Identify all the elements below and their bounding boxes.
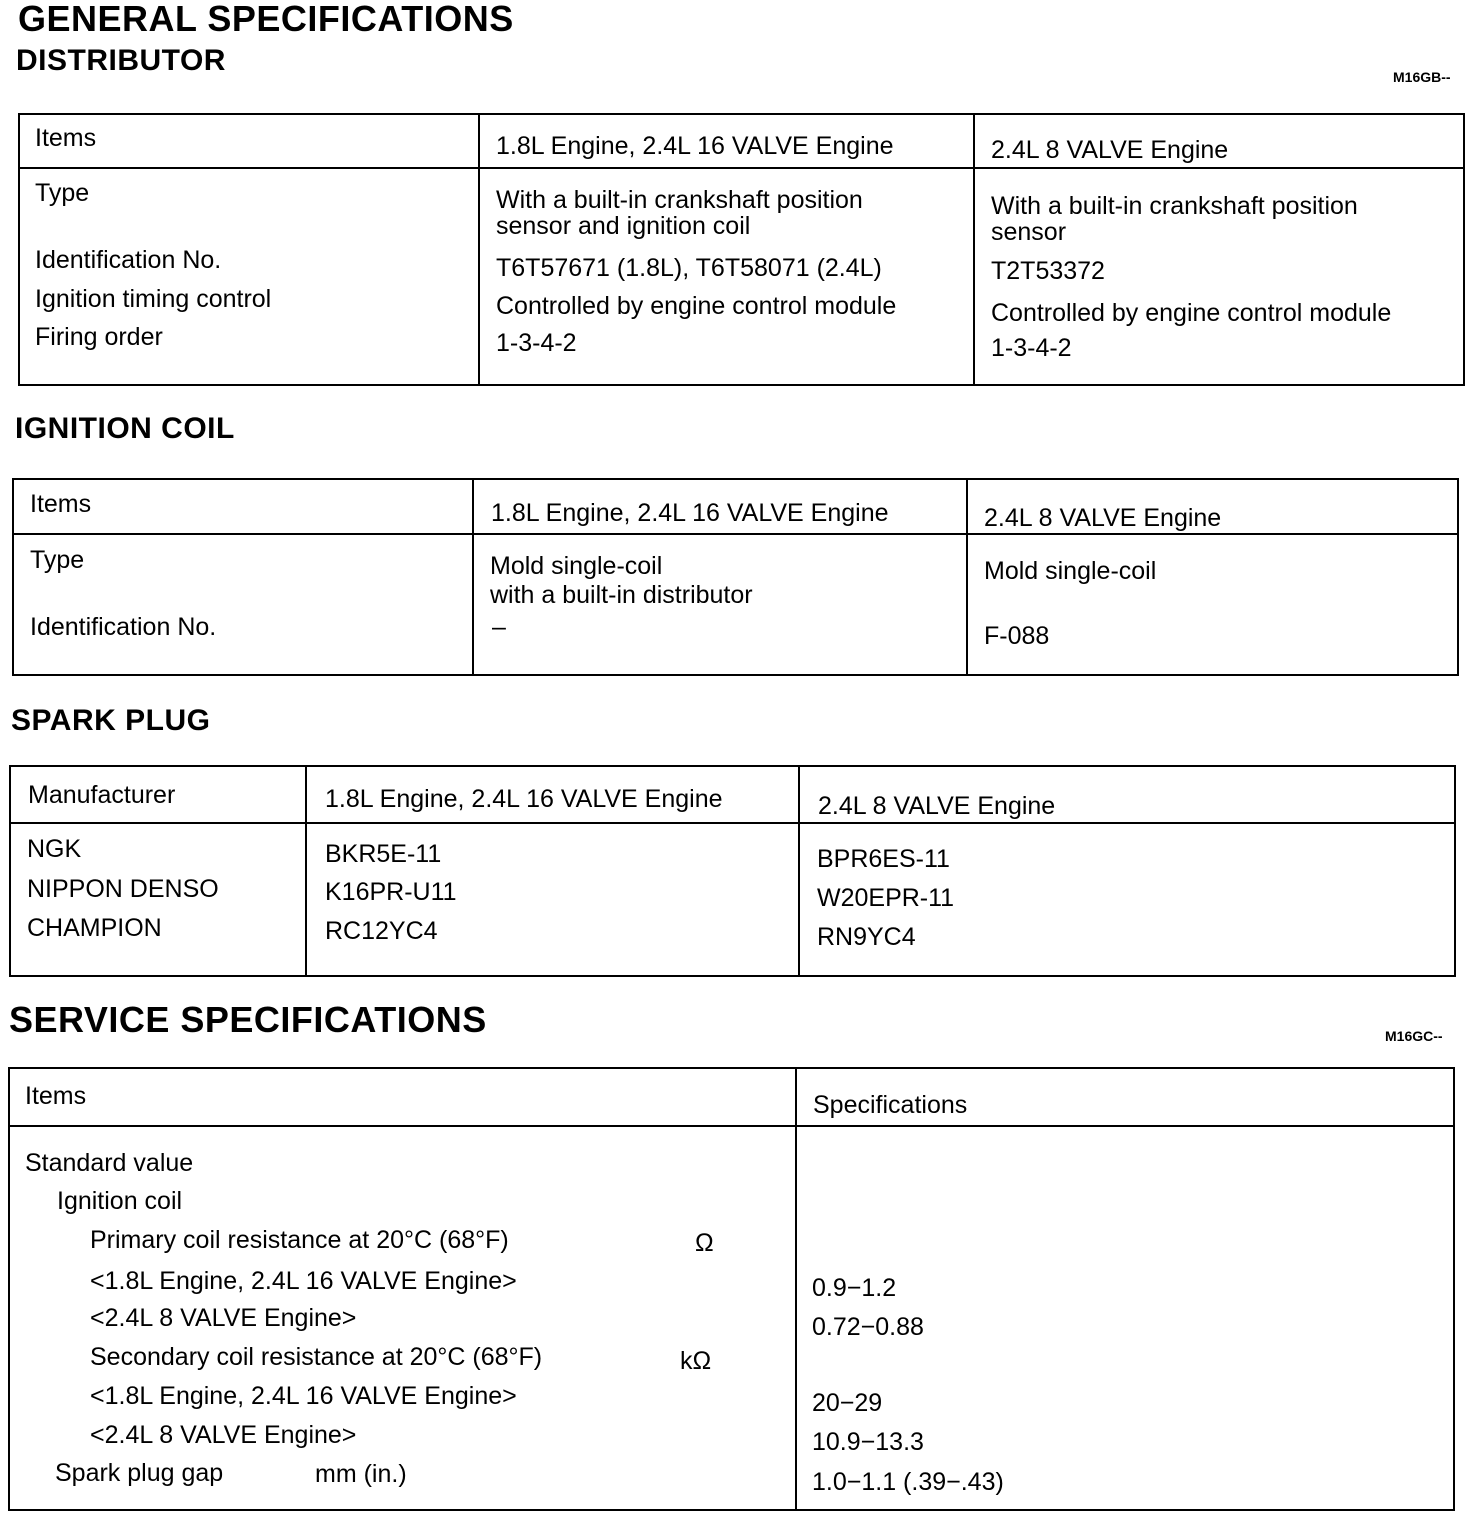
service-primary-label: Primary coil resistance at 20°C (68°F): [90, 1226, 509, 1254]
ignition-coil-table: [12, 478, 1459, 676]
general-specifications-title: GENERAL SPECIFICATIONS: [18, 0, 514, 39]
spark-plug-row-denso-col2: W20EPR-11: [817, 884, 955, 912]
spark-plug-table: [9, 765, 1456, 977]
ignition-coil-row-type-item: Type: [30, 546, 85, 574]
service-secondary-b-value: 10.9−13.3: [812, 1428, 924, 1456]
distributor-row-timing-col1: Controlled by engine control module: [496, 292, 897, 320]
spark-plug-header-col2: 2.4L 8 VALVE Engine: [818, 792, 1056, 820]
ignition-coil-row-type-col1: Mold single-coil with a built-in distributor: [490, 552, 753, 609]
spark-plug-header-col1: 1.8L Engine, 2.4L 16 VALVE Engine: [325, 785, 723, 813]
service-header-items: Items: [25, 1082, 87, 1110]
service-header-specifications: Specifications: [813, 1091, 968, 1119]
distributor-header-col2: 2.4L 8 VALVE Engine: [991, 136, 1229, 164]
spark-plug-row-denso-item: NIPPON DENSO: [27, 875, 219, 903]
distributor-row-type-col2: With a built-in crankshaft position sensor: [991, 192, 1358, 246]
service-primary-unit: Ω: [695, 1229, 714, 1257]
service-secondary-a-value: 20−29: [812, 1389, 883, 1417]
spark-plug-title: SPARK PLUG: [11, 704, 211, 737]
ignition-coil-header-col1: 1.8L Engine, 2.4L 16 VALVE Engine: [491, 499, 889, 527]
spark-plug-row-champion-col1: RC12YC4: [325, 917, 438, 945]
service-specifications-title: SERVICE SPECIFICATIONS: [9, 999, 487, 1040]
service-secondary-a-label: <1.8L Engine, 2.4L 16 VALVE Engine>: [90, 1382, 517, 1410]
service-code: M16GC--: [1385, 1028, 1443, 1044]
service-gap-unit: mm (in.): [315, 1460, 407, 1488]
distributor-row-firing-col1: 1-3-4-2: [496, 329, 577, 357]
distributor-row-id-col2: T2T53372: [991, 257, 1105, 285]
ignition-coil-row-id-col2: F-088: [984, 622, 1050, 650]
ignition-coil-header-col2: 2.4L 8 VALVE Engine: [984, 504, 1222, 532]
service-secondary-label: Secondary coil resistance at 20°C (68°F): [90, 1343, 543, 1371]
service-primary-b-label: <2.4L 8 VALVE Engine>: [90, 1304, 357, 1332]
spark-plug-row-ngk-col2: BPR6ES-11: [817, 845, 950, 873]
distributor-row-timing-col2: Controlled by engine control module: [991, 299, 1392, 327]
distributor-row-timing-item: Ignition timing control: [35, 285, 272, 313]
spark-plug-row-champion-item: CHAMPION: [27, 914, 162, 942]
ignition-coil-row-id-col1: –: [492, 613, 506, 641]
service-gap-label: Spark plug gap: [55, 1459, 224, 1487]
distributor-header-col1: 1.8L Engine, 2.4L 16 VALVE Engine: [496, 132, 894, 160]
distributor-row-firing-col2: 1-3-4-2: [991, 334, 1072, 362]
distributor-row-id-item: Identification No.: [35, 246, 222, 274]
spark-plug-row-champion-col2: RN9YC4: [817, 923, 916, 951]
ignition-coil-header-items: Items: [30, 490, 92, 518]
distributor-title: DISTRIBUTOR: [16, 44, 226, 77]
distributor-header-items: Items: [35, 124, 97, 152]
distributor-row-type-item: Type: [35, 179, 90, 207]
distributor-row-id-col1: T6T57671 (1.8L), T6T58071 (2.4L): [496, 254, 882, 282]
spark-plug-header-manufacturer: Manufacturer: [28, 781, 176, 809]
spark-plug-row-denso-col1: K16PR-U11: [325, 878, 457, 906]
ignition-coil-title: IGNITION COIL: [15, 412, 235, 445]
service-primary-a-label: <1.8L Engine, 2.4L 16 VALVE Engine>: [90, 1267, 517, 1295]
service-ignition-coil: Ignition coil: [57, 1187, 183, 1215]
service-secondary-unit: kΩ: [680, 1347, 712, 1375]
spark-plug-row-ngk-item: NGK: [27, 835, 82, 863]
service-standard-value: Standard value: [25, 1149, 194, 1177]
service-primary-b-value: 0.72−0.88: [812, 1313, 924, 1341]
ignition-coil-row-type-col2: Mold single-coil: [984, 557, 1157, 585]
service-gap-value: 1.0−1.1 (.39−.43): [812, 1468, 1004, 1496]
distributor-row-type-col1: With a built-in crankshaft position sensor and ignition coil: [496, 186, 863, 240]
service-primary-a-value: 0.9−1.2: [812, 1274, 897, 1302]
general-code: M16GB--: [1393, 69, 1451, 85]
spark-plug-row-ngk-col1: BKR5E-11: [325, 840, 442, 868]
distributor-row-firing-item: Firing order: [35, 323, 163, 351]
distributor-table: [18, 113, 1465, 386]
service-secondary-b-label: <2.4L 8 VALVE Engine>: [90, 1421, 357, 1449]
service-table: [8, 1067, 1455, 1511]
ignition-coil-row-id-item: Identification No.: [30, 613, 217, 641]
